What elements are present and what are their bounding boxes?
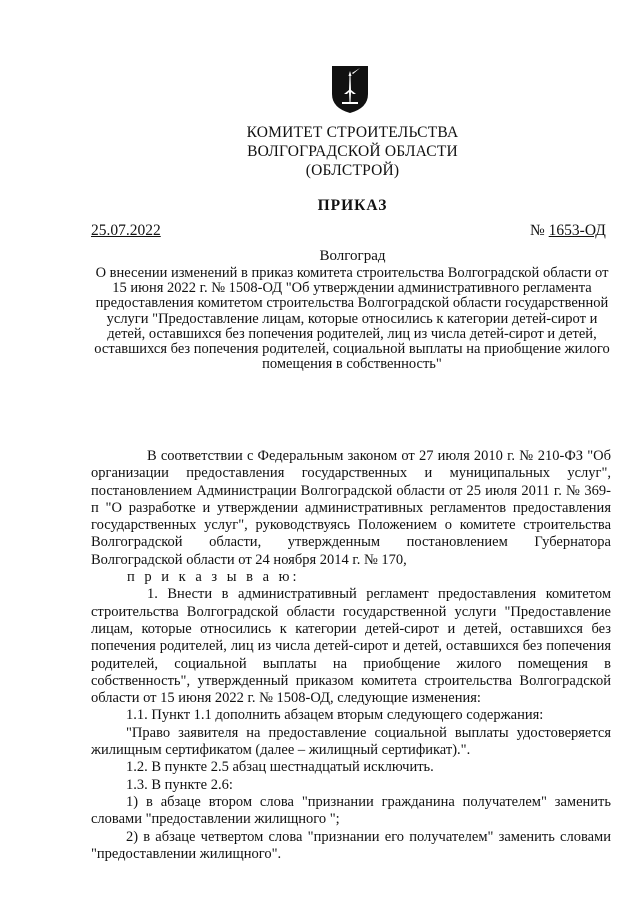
document-number <box>530 222 606 240</box>
order-word: п р и к а з ы в а ю: <box>127 569 300 586</box>
item-1-1-text: "Право заявителя на предоставление социальной выплаты удостоверяется жилищным сертификатом (далее – жилищный сертификат).". <box>91 724 611 759</box>
number-prefix: № <box>530 222 549 239</box>
document-body <box>91 448 611 863</box>
coat-of-arms-icon <box>330 64 370 114</box>
preamble-paragraph: В соответствии с Федеральным законом от 27 июля 2010 г. № 210-ФЗ "Об организации предоставления государственных и муниципальных услуг", постановлением Администрации Волгоградской области от 25 июля 2011 г. № 369-п "О разработке и утверждении административных регламентов предоставления государственных услуг", руководствуясь Положением о комитете строительства Волгоградской области, утвержденным постановлением Губернатора Волгоградской области от 24 ноября 2014 г. № 170, <box>91 448 611 568</box>
org-name-line-3: (ОБЛСТРОЙ) <box>305 162 400 179</box>
document-type: ПРИКАЗ <box>317 197 388 214</box>
org-name-line-1: КОМИТЕТ СТРОИТЕЛЬСТВА <box>246 124 459 141</box>
item-1-3-1: 1) в абзаце втором слова "признании гражданина получателем" заменить словами "предоставлении жилищного "; <box>91 793 611 828</box>
document-date: 25.07.2022 <box>91 222 161 239</box>
document-city: Волгоград <box>319 248 386 264</box>
document-subject: О внесении изменений в приказ комитета строительства Волгоградской области от 15 июня 2022 г. № 1508-ОД "Об утверждении административного регламента предоставления комитетом строительства Волгоградской области государственной услуги "Предоставление лицам, которые относились к категории детей-сирот и детей, оставшихся без попечения родителей, лиц из числа детей-сирот и детей, оставшихся без попечения родителей, социальной выплаты на приобщение жилого помещения в собственность" <box>94 265 610 373</box>
item-1-1: 1.1. Пункт 1.1 дополнить абзацем вторым следующего содержания: <box>126 707 544 724</box>
item-1-2: 1.2. В пункте 2.5 абзац шестнадцатый исключить. <box>126 759 434 776</box>
org-name-line-2: ВОЛГОГРАДСКОЙ ОБЛАСТИ <box>247 143 458 160</box>
number-value: 1653-ОД <box>548 222 606 239</box>
item-1-3: 1.3. В пункте 2.6: <box>126 776 233 793</box>
item-1: 1. Внести в административный регламент предоставления комитетом строительства Волгоградской области государственной услуги "Предоставление лицам, которые относились к категории детей-сирот и детей, оставшихся без попечения родителей, лиц из числа детей-сирот и детей, оставшихся без попечения родителей, социальной выплаты на приобщение жилого помещения в собственность", утвержденный приказом комитета строительства Волгоградской области от 15 июня 2022 г. № 1508-ОД, следующие изменения: <box>91 586 611 707</box>
item-1-3-2: 2) в абзаце четвертом слова "признании его получателем" заменить словами "предоставлении жилищного". <box>91 828 611 862</box>
